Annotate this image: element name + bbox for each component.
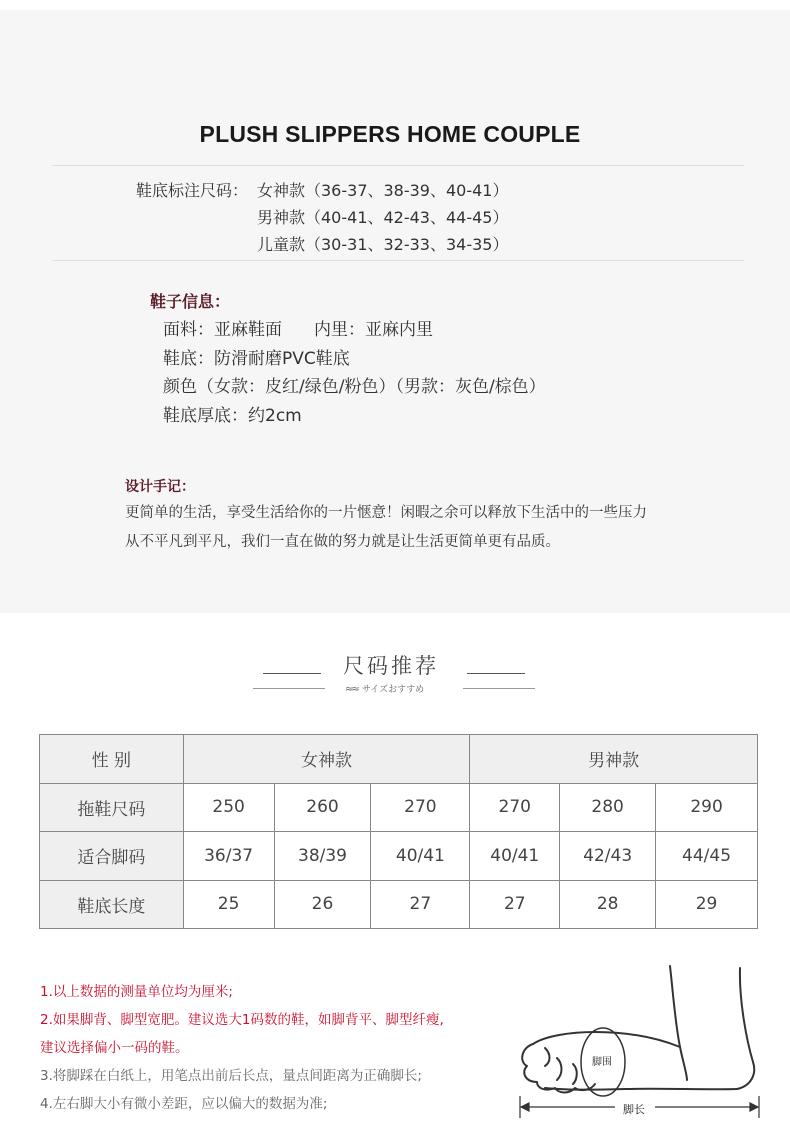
table-cell: 44/45 bbox=[656, 832, 758, 881]
size-section-title: 尺码推荐 bbox=[343, 654, 439, 678]
title-deco-line bbox=[467, 673, 525, 674]
table-row bbox=[40, 880, 758, 929]
shoe-info-heading: 鞋子信息： bbox=[150, 292, 231, 311]
thickness-text: 鞋底厚底：约2cm bbox=[163, 405, 302, 426]
size-section-subtitle bbox=[345, 682, 424, 695]
subtitle-text: サイズおすすめ bbox=[361, 685, 425, 695]
row-label: 鞋底长度 bbox=[40, 880, 184, 929]
wave-icon: ≈≈ bbox=[345, 684, 358, 695]
table-cell: 290 bbox=[656, 783, 758, 832]
girth-label: 脚围 bbox=[592, 1057, 612, 1068]
design-notes-heading: 设计手记： bbox=[125, 479, 195, 495]
table-cell: 280 bbox=[560, 783, 656, 832]
lining-text: 内里：亚麻内里 bbox=[314, 320, 433, 340]
men-header: 男神款 bbox=[470, 735, 758, 784]
table-cell: 36/37 bbox=[183, 832, 274, 881]
size-row bbox=[136, 234, 508, 261]
note-3: 3.将脚踩在白纸上，用笔点出前后长点，量点间距离为正确脚长; bbox=[40, 1068, 422, 1084]
design-line: 从不平凡到平凡，我们一直在做的努力就是让生活更简单更有品质。 bbox=[125, 534, 560, 550]
table-cell: 40/41 bbox=[470, 832, 560, 881]
foot-outline-icon bbox=[515, 962, 765, 1122]
gender-header: 性 别 bbox=[40, 735, 184, 784]
title-deco-line bbox=[253, 688, 325, 689]
size-table bbox=[39, 734, 758, 929]
size-women: 女神款（36-37、38-39、40-41） bbox=[257, 181, 509, 200]
table-cell: 27 bbox=[470, 880, 560, 929]
size-kids: 儿童款（30-31、32-33、34-35） bbox=[257, 235, 509, 254]
table-cell: 27 bbox=[371, 880, 470, 929]
women-header: 女神款 bbox=[183, 735, 470, 784]
sole-text: 鞋底：防滑耐磨PVC鞋底 bbox=[163, 348, 350, 369]
table-cell: 40/41 bbox=[371, 832, 470, 881]
size-label: 鞋底标注尺码： bbox=[136, 181, 249, 200]
table-cell: 42/43 bbox=[560, 832, 656, 881]
size-label-block bbox=[136, 180, 508, 261]
row-label: 适合脚码 bbox=[40, 832, 184, 881]
sizes-divider bbox=[52, 260, 744, 261]
table-cell: 260 bbox=[274, 783, 371, 832]
size-row bbox=[136, 207, 508, 234]
table-cell: 28 bbox=[560, 880, 656, 929]
table-row bbox=[40, 783, 758, 832]
title-deco-line bbox=[463, 688, 535, 689]
size-row bbox=[136, 180, 508, 207]
table-header-row bbox=[40, 735, 758, 784]
size-men: 男神款（40-41、42-43、44-45） bbox=[257, 208, 509, 227]
table-cell: 270 bbox=[371, 783, 470, 832]
table-cell: 26 bbox=[274, 880, 371, 929]
shoe-info-list bbox=[163, 318, 546, 432]
table-cell: 270 bbox=[470, 783, 560, 832]
row-label: 拖鞋尺码 bbox=[40, 783, 184, 832]
design-line: 更简单的生活，享受生活给你的一片惬意！闲暇之余可以释放下生活中的一些压力 bbox=[125, 505, 647, 521]
table-cell: 38/39 bbox=[274, 832, 371, 881]
note-2: 2.如果脚背、脚型宽肥。建议选大1码数的鞋，如脚背平、脚型纤瘦, bbox=[40, 1012, 444, 1028]
table-cell: 250 bbox=[183, 783, 274, 832]
page-title: PLUSH SLIPPERS HOME COUPLE bbox=[199, 121, 581, 147]
measurement-notes bbox=[40, 981, 444, 1121]
foot-diagram bbox=[515, 962, 765, 1122]
length-label: 脚长 bbox=[623, 1103, 645, 1116]
title-divider bbox=[52, 165, 744, 166]
material-row bbox=[163, 318, 546, 347]
surface-text: 面料：亚麻鞋面 bbox=[163, 320, 282, 340]
table-row bbox=[40, 832, 758, 881]
color-text: 颜色（女款：皮红/绿色/粉色）（男款：灰色/棕色） bbox=[163, 377, 546, 397]
table-cell: 29 bbox=[656, 880, 758, 929]
note-1: 1.以上数据的测量单位均为厘米; bbox=[40, 984, 233, 1000]
table-cell: 25 bbox=[183, 880, 274, 929]
note-2-cont: 建议选择偏小一码的鞋。 bbox=[40, 1040, 189, 1056]
note-4: 4.左右脚大小有微小差距，应以偏大的数据为准; bbox=[40, 1096, 328, 1112]
design-notes-text bbox=[125, 502, 647, 560]
title-deco-line bbox=[263, 673, 321, 674]
